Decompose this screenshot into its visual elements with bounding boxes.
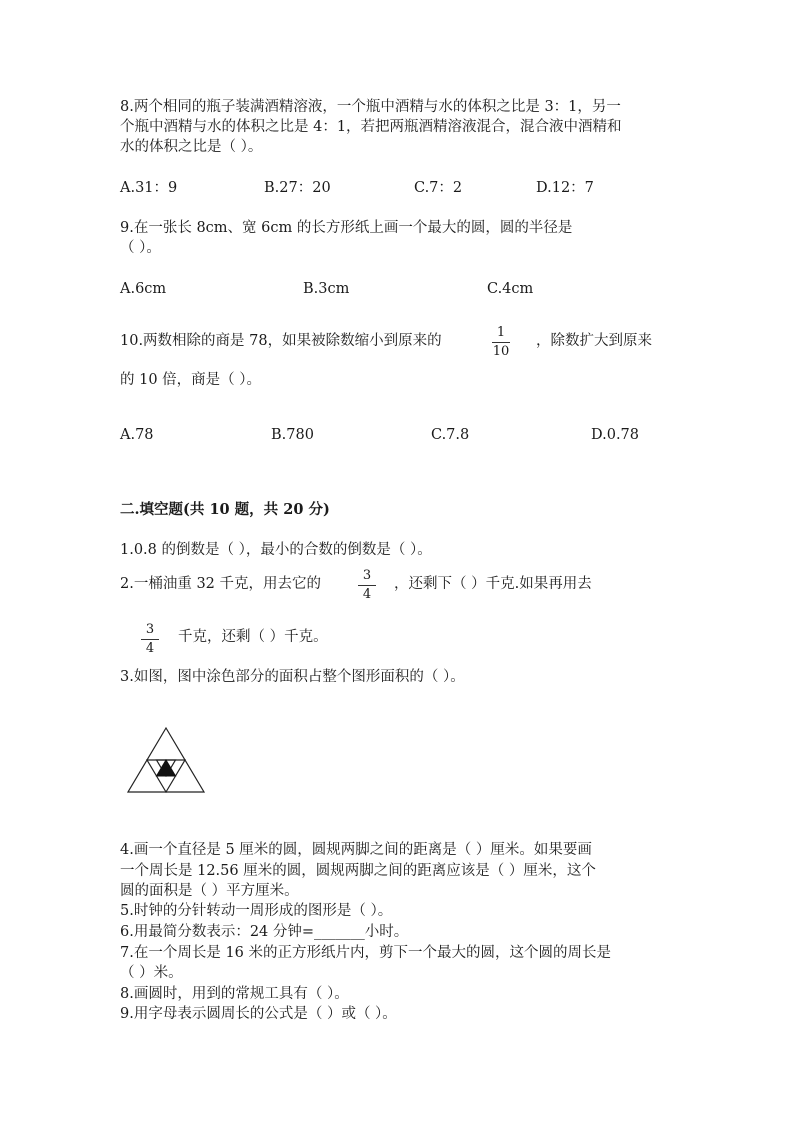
fraction-bar [492,342,510,343]
q8-line-1: 8.两个相同的瓶子装满酒精溶液，一个瓶中酒精与水的体积之比是 3：1，另一 [120,99,621,115]
q10-line-2: 的 10 倍，商是（ ）。 [120,372,262,388]
q10-line-1b: ，除数扩大到原来 [536,333,652,349]
q10-option-b: B.780 [271,427,314,443]
fill-q2-part-c: 千克，还剩（ ）千克。 [178,629,328,645]
q8-line-3: 水的体积之比是（ ）。 [120,139,263,155]
fill-q5: 5.时钟的分针转动一周形成的图形是（ ）。 [120,903,393,919]
fill-q2-fraction-2-denominator: 4 [145,641,155,656]
fill-q9: 9.用字母表示圆周长的公式是（ ）或（ ）。 [120,1006,397,1022]
q8-line-2: 个瓶中酒精与水的体积之比是 4：1，若把两瓶酒精溶液混合，混合液中酒精和 [120,119,622,135]
fill-q8: 8.画圆时，用到的常规工具有（ ）。 [120,986,349,1002]
fill-q7-line-1: 7.在一个周长是 16 米的正方形纸片内，剪下一个最大的圆，这个圆的周长是 [120,945,612,961]
q8-option-b: B.27：20 [264,180,331,196]
q9-line-2: （ ）。 [120,240,161,256]
fill-q2-fraction-2 [139,623,161,656]
q8-option-a: A.31：9 [120,180,178,196]
fraction-bar [358,585,376,586]
q10-line-1a: 10.两数相除的商是 78，如果被除数缩小到原来的 [120,333,442,349]
fill-q3: 3.如图，图中涂色部分的面积占整个图形面积的（ ）。 [120,669,465,685]
shaded-triangle-figure [126,726,206,794]
q8-option-c: C.7：2 [414,180,463,196]
q10-fraction-denominator: 10 [492,344,510,359]
fill-q2-fraction-1 [356,569,378,602]
fill-q4-line-2: 一个周长是 12.56 厘米的圆，圆规两脚之间的距离应该是（ ）厘米，这个 [120,863,596,879]
q9-line-1: 9.在一张长 8cm、宽 6cm 的长方形纸上画一个最大的圆，圆的半径是 [120,220,573,236]
fill-q7-line-2: （ ）米。 [120,965,183,981]
fill-q2-part-b: ，还剩下（ ）千克.如果再用去 [394,576,592,592]
fill-q2-fraction-2-numerator: 3 [145,622,155,637]
q8-option-d: D.12：7 [536,180,594,196]
q9-option-c: C.4cm [487,281,534,297]
q9-option-b: B.3cm [303,281,350,297]
q10-option-a: A.78 [120,427,154,443]
fill-q2-fraction-1-numerator: 3 [362,568,372,583]
q10-option-d: D.0.78 [591,427,640,443]
fill-q4-line-1: 4.画一个直径是 5 厘米的圆，圆规两脚之间的距离是（ ）厘米。如果要画 [120,842,592,858]
fill-q4-line-3: 圆的面积是（ ）平方厘米。 [120,883,299,899]
fraction-bar [141,639,159,640]
q10-fraction-numerator: 1 [496,325,506,340]
fill-q2-fraction-1-denominator: 4 [362,587,372,602]
section-heading-fill-in: 二.填空题(共 10 题，共 20 分) [120,501,330,518]
q9-option-a: A.6cm [120,281,167,297]
q10-option-c: C.7.8 [431,427,470,443]
fill-q6: 6.用最简分数表示：24 分钟=_______小时。 [120,924,409,940]
fill-q2-part-a: 2.一桶油重 32 千克，用去它的 [120,576,322,592]
q10-fraction [490,326,512,359]
fill-q1: 1.0.8 的倒数是（ ），最小的合数的倒数是（ ）。 [120,542,432,558]
